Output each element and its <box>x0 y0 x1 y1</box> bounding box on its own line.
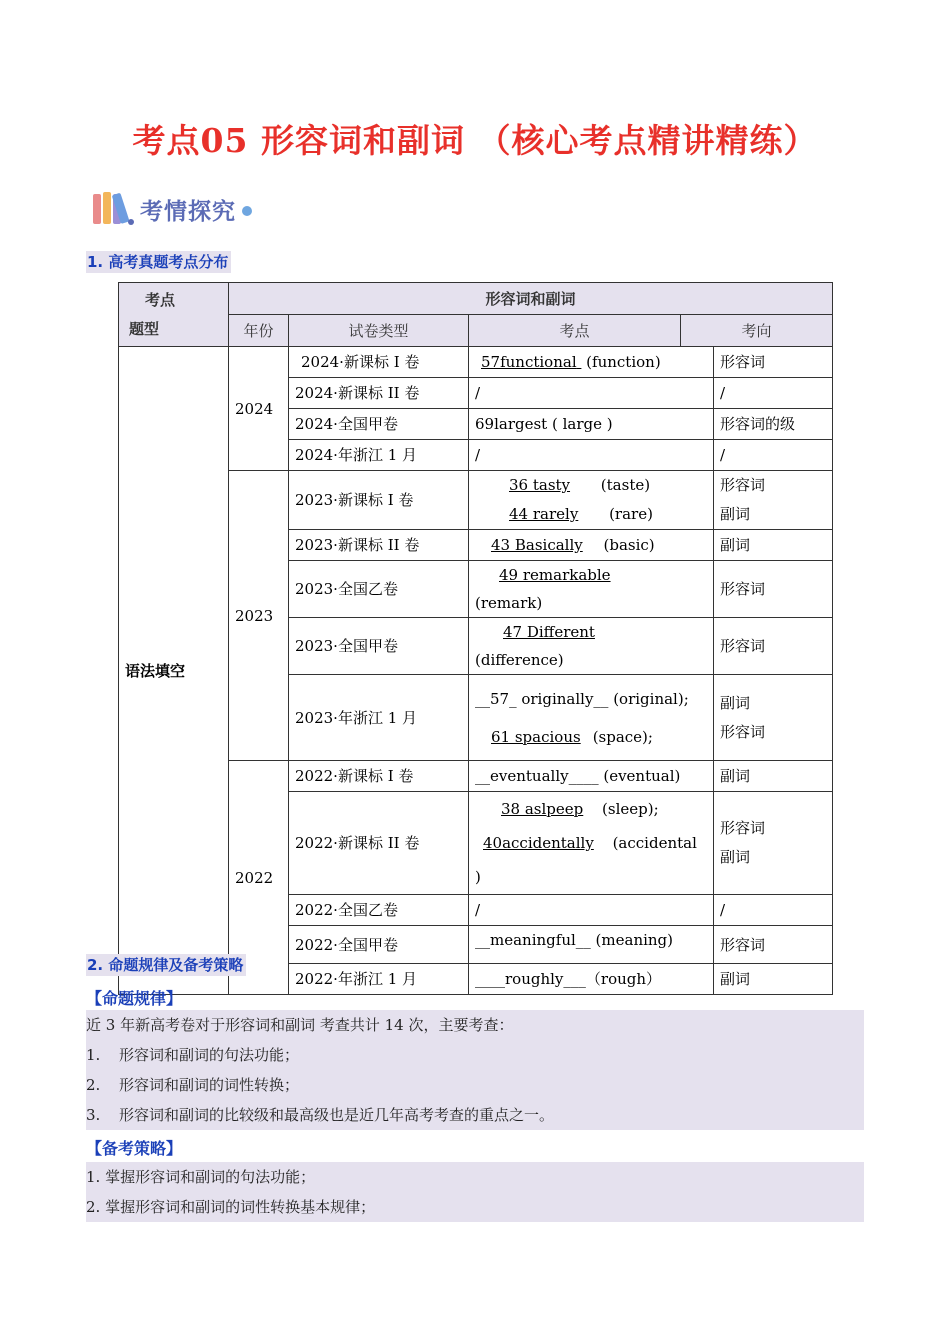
strategy-item: 1. 掌握形容词和副词的句法功能； <box>86 1162 864 1192</box>
section-1-heading: 1. 高考真题考点分布 <box>86 251 231 273</box>
point-cell: ____roughly___（rough） <box>469 964 714 995</box>
year-cell: 2023 <box>229 471 289 761</box>
point-cell: __meaningful__ (meaning) <box>469 926 714 964</box>
paper-cell: 2023·全国甲卷 <box>289 618 469 675</box>
direction-cell: / <box>714 895 833 926</box>
direction-cell: 形容词 副词 <box>714 471 833 530</box>
strategy-item: 2. 掌握形容词和副词的词性转换基本规律； <box>86 1192 864 1222</box>
point-cell: / <box>469 378 714 409</box>
page-title: 考点05 形容词和副词 （核心考点精讲精练） <box>132 121 818 160</box>
header-paper: 试卷类型 <box>289 315 469 347</box>
direction-cell: 形容词 <box>714 926 833 964</box>
paper-cell: 2023·全国乙卷 <box>289 561 469 618</box>
strategy-label: 【备考策略】 <box>86 1139 183 1158</box>
paper-cell: 2022·全国乙卷 <box>289 895 469 926</box>
paper-cell: 2024·新课标 II 卷 <box>289 378 469 409</box>
paper-cell: 2023·新课标 I 卷 <box>289 471 469 530</box>
direction-cell: 副词 形容词 <box>714 675 833 761</box>
corner-header-cell: 考点 题型 <box>119 283 229 347</box>
header-point: 考点 <box>469 315 681 347</box>
paper-cell: 2024·年浙江 1 月 <box>289 440 469 471</box>
direction-cell: 形容词 <box>714 618 833 675</box>
dot-icon <box>242 206 252 216</box>
direction-cell: 形容词 <box>714 561 833 618</box>
paper-cell: 2022·年浙江 1 月 <box>289 964 469 995</box>
direction-cell: 副词 <box>714 530 833 561</box>
year-cell: 2022 <box>229 761 289 995</box>
direction-cell: 形容词 副词 <box>714 792 833 895</box>
point-cell: / <box>469 440 714 471</box>
point-cell: / <box>469 895 714 926</box>
direction-cell: / <box>714 440 833 471</box>
direction-cell: / <box>714 378 833 409</box>
point-cell: 57functional (function) <box>469 347 714 378</box>
rule-item: 2. 形容词和副词的词性转换； <box>86 1070 864 1100</box>
paper-cell: 2022·新课标 II 卷 <box>289 792 469 895</box>
paper-cell: 2024·全国甲卷 <box>289 409 469 440</box>
point-cell: __57_ originally__ (original); 61 spacious (space); <box>469 675 714 761</box>
point-cell: 49 remarkable (remark) <box>469 561 714 618</box>
rule-item: 1. 形容词和副词的句法功能； <box>86 1040 864 1070</box>
exam-distribution-table <box>118 282 833 995</box>
section-banner <box>90 188 252 230</box>
paper-cell: 2023·新课标 II 卷 <box>289 530 469 561</box>
point-cell: 47 Different (difference) <box>469 618 714 675</box>
point-cell: __eventually____ (eventual) <box>469 761 714 792</box>
year-cell: 2024 <box>229 347 289 471</box>
books-icon <box>90 190 136 228</box>
point-cell: 69largest ( large ) <box>469 409 714 440</box>
direction-cell: 副词 <box>714 761 833 792</box>
direction-cell: 形容词的级 <box>714 409 833 440</box>
section-2-heading: 2. 命题规律及备考策略 <box>86 954 246 976</box>
point-cell: 36 tasty (taste) 44 rarely (rare) <box>469 471 714 530</box>
direction-cell: 形容词 <box>714 347 833 378</box>
rule-item: 3. 形容词和副词的比较级和最高级也是近几年高考考查的重点之一。 <box>86 1100 864 1130</box>
point-cell: 38 aslpeep (sleep); 40accidentally (accidental ) <box>469 792 714 895</box>
paper-cell: 2022·新课标 I 卷 <box>289 761 469 792</box>
banner-title: 考情探究 <box>140 198 236 225</box>
header-direction: 考向 <box>681 315 833 347</box>
category-cell: 语法填空 <box>119 347 229 995</box>
point-cell: 43 Basically (basic) <box>469 530 714 561</box>
rule-intro: 近 3 年新高考卷对于形容词和副词 考查共计 14 次，主要考查： <box>86 1010 864 1040</box>
paper-cell: 2024·新课标 I 卷 <box>289 347 469 378</box>
direction-cell: 副词 <box>714 964 833 995</box>
paper-cell: 2023·年浙江 1 月 <box>289 675 469 761</box>
paper-cell: 2022·全国甲卷 <box>289 926 469 964</box>
header-year: 年份 <box>229 315 289 347</box>
rule-label: 【命题规律】 <box>86 989 183 1008</box>
main-header: 形容词和副词 <box>229 283 833 315</box>
